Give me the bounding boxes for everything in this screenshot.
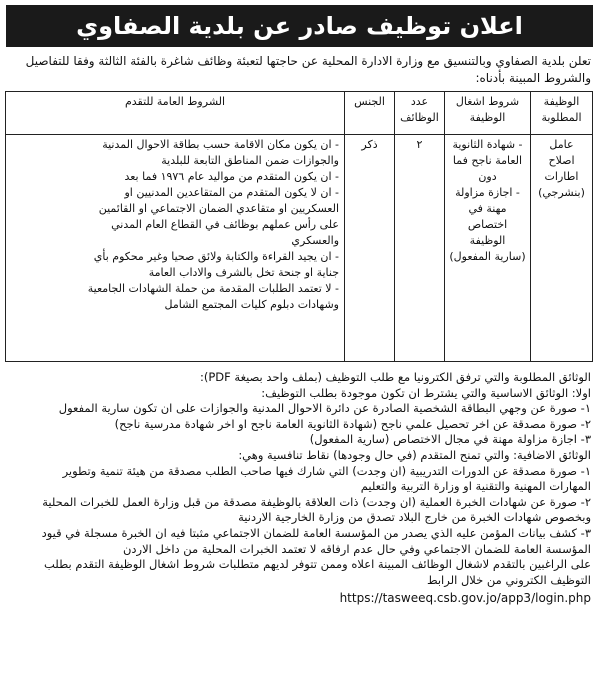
body-line: ٣- كشف بيانات المؤمن عليه الذي يصدر من المؤسسة العامة للضمان الاجتماعي مثبتا فيه ان الخبرة مسجلة في قيود (41, 525, 591, 540)
table-header-row (6, 92, 593, 135)
jobs-table (5, 91, 593, 362)
body-line: الوثائق المطلوبة والتي ترفق الكترونيا مع طلب التوظيف (بملف واحد بصيغة PDF): (199, 370, 591, 384)
body-line: ١- صورة عن وجهي البطاقة الشخصية الصادرة عن دائرة الاحوال المدنية والجوازات على ان تكون سارية المفعول (58, 401, 591, 416)
body-line: المهارات المهنية والتقنية او وزارة التربية والتعليم (360, 479, 591, 494)
table-row (6, 135, 593, 362)
cell-general-conditions: - ان يكون مكان الاقامة حسب بطاقة الاحوال المدنية والجوازات ضمن المناطق التابعة للبلدية - ان يكون المتقدم من مواليد عام ١٩٧٦ فما بعد - ان لا يكون المتقدم من المتقاعدين المدنيين او العسكريين او متقاعدي الضمان الاجتماعي او القائمين على رأس عملهم بوظائف في القطاع العام المدني والعسكري - ان يجيد القراءة والكتابة ولائق صحيا وغير محكوم بأي جناية او جنحة تخل بالشرف والاداب العامة - لا تعتمد الطلبات المقدمة من حملة الشهادات الجامعية وشهادات دبلوم كليات المجتمع الشامل (6, 135, 345, 362)
cell-requirements: - شهادة الثانوية العامة ناجح فما دون - اجازة مزاولة مهنة في اختصاص الوظيفة (سارية المفعول) (445, 135, 531, 362)
body-line: الوثائق الاضافية: والتي تمنح المتقدم (في حال وجودها) نقاط تنافسية وهي: (238, 447, 591, 462)
application-link[interactable]: https://tasweeq.csb.gov.jo/app3/login.php (339, 591, 591, 606)
body-line: المؤسسة العامة للضمان الاجتماعي وفي حال عدم ارفاقه لا تعتمد الخبرات المحلية من داخل الاردن (122, 541, 591, 556)
header-job: الوظيفة المطلوبة (531, 92, 593, 135)
announcement-title: اعلان توظيف صادر عن بلدية الصفاوي (6, 5, 593, 47)
job-announcement (0, 5, 599, 682)
body-line: على الراغبين بالتقدم لاشغال الوظائف المبينة اعلاه وممن تتوفر لديهم متطلبات شروط اشغال الوظيفة التقدم بطلب (43, 557, 591, 572)
documents-section (8, 370, 591, 588)
body-line: ١- صورة مصدقة عن الدورات التدريبية (ان وجدت) التي شارك فيها صاحب الطلب مصدقة من هيئة تنمية وتطوير (62, 463, 591, 478)
body-line: التوظيف الكتروني من خلال الرابط (426, 572, 591, 587)
header-gender: الجنس (345, 92, 395, 135)
cell-count: ٢ (395, 135, 445, 362)
header-requirements: شروط اشغال الوظيفة (445, 92, 531, 135)
intro-text (8, 53, 591, 87)
intro-line: والشروط المبينة بأدناه: (475, 71, 591, 85)
body-line: ٣- اجازة مزاولة مهنة في مجال الاختصاص (سارية المفعول) (309, 432, 591, 447)
header-general-conditions: الشروط العامة للتقدم (6, 92, 345, 135)
cell-job: عامل اصلاح اطارات (بنشرجي) (531, 135, 593, 362)
header-count: عدد الوظائف (395, 92, 445, 135)
cell-gender: ذكر (345, 135, 395, 362)
body-line: ٢- صورة عن شهادات الخبرة العملية (ان وجدت) ذات العلاقة بالوظيفة مصدقة من قبل وزارة العمل للخبرات المحلية (42, 494, 591, 509)
body-line: ٢- صورة مصدقة عن اخر تحصيل علمي ناجح (شهادة الثانوية العامة ناجح او اخر شهادة مدرسية ناجح) (114, 416, 591, 431)
body-line: وبخصوص شهادات الخبرة من خارج البلاد تصدق من وزارة الخارجية الاردنية (238, 510, 591, 525)
intro-line: تعلن بلدية الصفاوي وبالتنسيق مع وزارة الادارة المحلية عن حاجتها لتعبئة وظائف شاغرة بالفئة الثالثة وفقا للتفاصيل (25, 54, 591, 68)
body-line: اولا: الوثائق الاساسية والتي يشترط ان تكون موجودة بطلب التوظيف: (261, 385, 591, 400)
